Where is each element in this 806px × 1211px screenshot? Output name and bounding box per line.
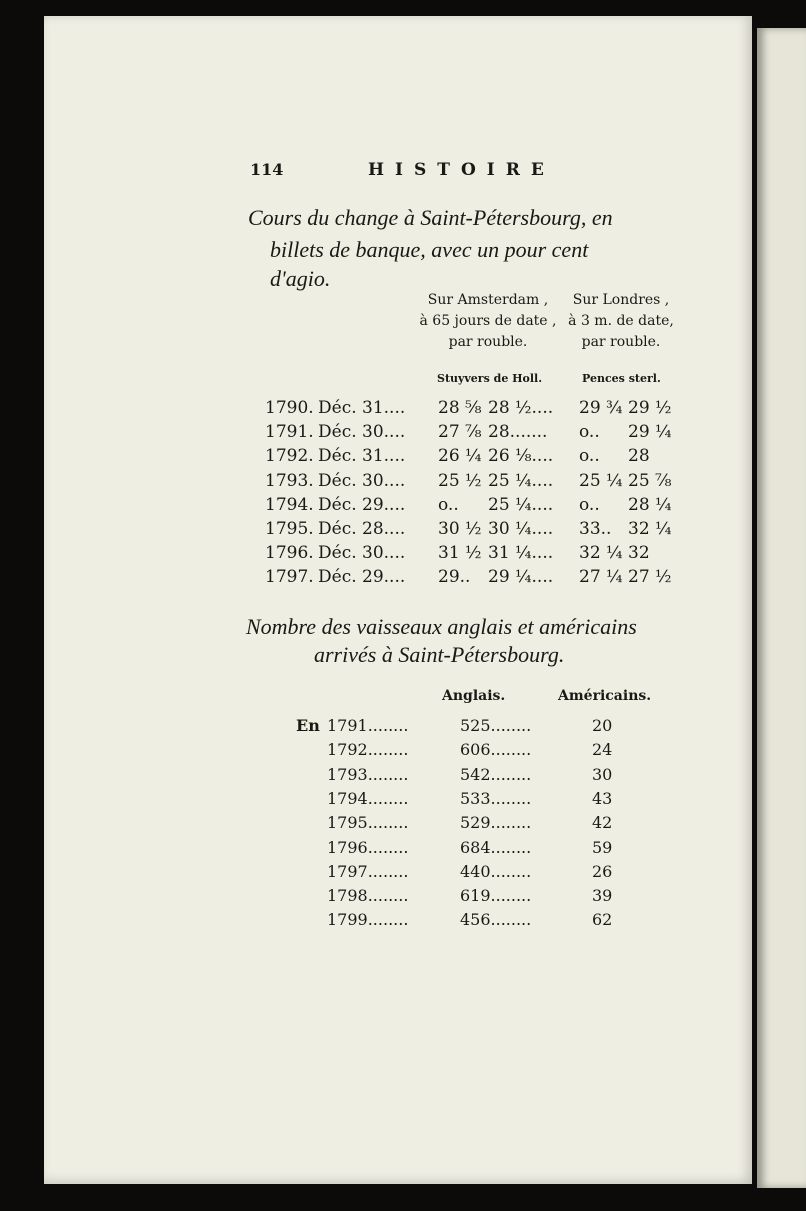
americains-count: 43 xyxy=(592,788,613,808)
londres-rate-1: 33.. xyxy=(579,519,612,539)
exchange-year: 1793. xyxy=(265,470,314,491)
amsterdam-rate-1: 29.. xyxy=(438,567,471,588)
anglais-count: 619........ xyxy=(460,886,532,906)
exchange-year: 1797. xyxy=(265,567,314,588)
exchange-title-line-3: d'agio. xyxy=(270,266,331,291)
americains-count: 62 xyxy=(592,910,613,930)
exchange-date: Déc. 28.... xyxy=(318,519,406,539)
page-number: 114 xyxy=(250,160,284,179)
exchange-title-line-1: Cours du change à Saint-Pétersbourg, en xyxy=(248,205,613,230)
amsterdam-rate-1: 28 ⅝ xyxy=(438,398,482,418)
ships-year: 1791........ xyxy=(327,716,409,735)
ships-prefix: En xyxy=(296,716,320,735)
amsterdam-rate-2: 28....... xyxy=(488,422,548,443)
americains-column-header: Américains. xyxy=(558,688,652,704)
exchange-year: 1790. xyxy=(265,398,314,418)
amsterdam-rate-1: 25 ½ xyxy=(438,470,482,491)
londres-header-line-1: Sur Londres , xyxy=(572,292,670,308)
amsterdam-rate-2: 26 ⅛.... xyxy=(488,446,554,467)
exchange-date: Déc. 29.... xyxy=(318,494,406,515)
londres-rate-2: 32 xyxy=(628,543,650,564)
londres-header-line-3: par rouble. xyxy=(581,334,661,350)
londres-rate-1: o.. xyxy=(579,422,600,443)
ships-year: 1797........ xyxy=(327,861,409,881)
exchange-date: Déc. 30.... xyxy=(318,543,406,564)
londres-rate-2: 29 ¼ xyxy=(628,422,672,443)
americains-count: 42 xyxy=(592,813,613,833)
amsterdam-rate-1: 26 ¼ xyxy=(438,446,482,467)
londres-rate-2: 29 ½ xyxy=(628,398,672,418)
exchange-title-line-2: billets de banque, avec un pour cent xyxy=(270,237,589,262)
amsterdam-rate-2: 25 ¼.... xyxy=(488,494,554,515)
amsterdam-header-line-1: Sur Amsterdam , xyxy=(427,292,549,308)
amsterdam-rate-1: 31 ½ xyxy=(438,543,482,564)
londres-rate-1: 29 ¾ xyxy=(579,398,623,418)
amsterdam-rate-1: o.. xyxy=(438,494,459,515)
exchange-year: 1796. xyxy=(265,543,314,564)
londres-rate-1: 27 ¼ xyxy=(579,567,623,588)
ships-title-line-2: arrivés à Saint-Pétersbourg. xyxy=(314,642,565,667)
amsterdam-rate-2: 25 ¼.... xyxy=(488,470,554,491)
amsterdam-column-header xyxy=(418,290,558,353)
anglais-count: 440........ xyxy=(460,861,532,881)
anglais-column-header: Anglais. xyxy=(442,688,506,704)
amsterdam-header-line-3: par rouble. xyxy=(448,334,528,350)
ships-year: 1799........ xyxy=(327,910,409,930)
amsterdam-rate-1: 27 ⅞ xyxy=(438,422,482,443)
exchange-year: 1795. xyxy=(265,519,314,539)
ships-title-line-1: Nombre des vaisseaux anglais et américains xyxy=(246,614,637,639)
amsterdam-rate-2: 28 ½.... xyxy=(488,398,554,418)
amsterdam-rate-1: 30 ½ xyxy=(438,519,482,539)
exchange-date: Déc. 31.... xyxy=(318,446,406,467)
londres-unit: Pences sterl. xyxy=(582,372,661,385)
londres-rate-2: 28 xyxy=(628,446,650,467)
londres-column-header xyxy=(560,290,682,353)
americains-count: 24 xyxy=(592,740,613,760)
exchange-date: Déc. 31.... xyxy=(318,398,406,418)
exchange-year: 1794. xyxy=(265,494,314,515)
anglais-count: 684........ xyxy=(460,837,532,857)
americains-count: 30 xyxy=(592,764,613,784)
amsterdam-rate-2: 30 ¼.... xyxy=(488,519,554,539)
anglais-count: 456........ xyxy=(460,910,532,930)
anglais-count: 606........ xyxy=(460,740,532,760)
ships-year: 1793........ xyxy=(327,764,409,784)
ships-year: 1798........ xyxy=(327,886,409,906)
londres-rate-1: 32 ¼ xyxy=(579,543,623,564)
americains-count: 39 xyxy=(592,886,613,906)
exchange-date: Déc. 30.... xyxy=(318,470,406,491)
americains-count: 59 xyxy=(592,837,613,857)
anglais-count: 525........ xyxy=(460,716,532,735)
ships-year: 1796........ xyxy=(327,837,409,857)
book-page xyxy=(44,16,752,1184)
londres-rate-2: 25 ⅞ xyxy=(628,470,672,491)
exchange-date: Déc. 29.... xyxy=(318,567,406,588)
exchange-date: Déc. 30.... xyxy=(318,422,406,443)
londres-rate-1: o.. xyxy=(579,494,600,515)
londres-rate-2: 28 ¼ xyxy=(628,494,672,515)
exchange-year: 1792. xyxy=(265,446,314,467)
londres-rate-1: 25 ¼ xyxy=(579,470,623,491)
exchange-year: 1791. xyxy=(265,422,314,443)
facing-page-edge xyxy=(757,28,806,1188)
amsterdam-unit: Stuyvers de Holl. xyxy=(437,372,543,385)
amsterdam-rate-2: 31 ¼.... xyxy=(488,543,554,564)
americains-count: 26 xyxy=(592,861,613,881)
ships-year: 1795........ xyxy=(327,813,409,833)
americains-count: 20 xyxy=(592,716,613,735)
anglais-count: 533........ xyxy=(460,788,532,808)
running-title: HISTOIRE xyxy=(368,160,555,180)
londres-header-line-2: à 3 m. de date, xyxy=(568,313,674,329)
ships-year: 1792........ xyxy=(327,740,409,760)
anglais-count: 542........ xyxy=(460,764,532,784)
londres-rate-1: o.. xyxy=(579,446,600,467)
amsterdam-rate-2: 29 ¼.... xyxy=(488,567,554,588)
londres-rate-2: 32 ¼ xyxy=(628,519,672,539)
ships-year: 1794........ xyxy=(327,788,409,808)
amsterdam-header-line-2: à 65 jours de date , xyxy=(419,313,557,329)
londres-rate-2: 27 ½ xyxy=(628,567,672,588)
anglais-count: 529........ xyxy=(460,813,532,833)
